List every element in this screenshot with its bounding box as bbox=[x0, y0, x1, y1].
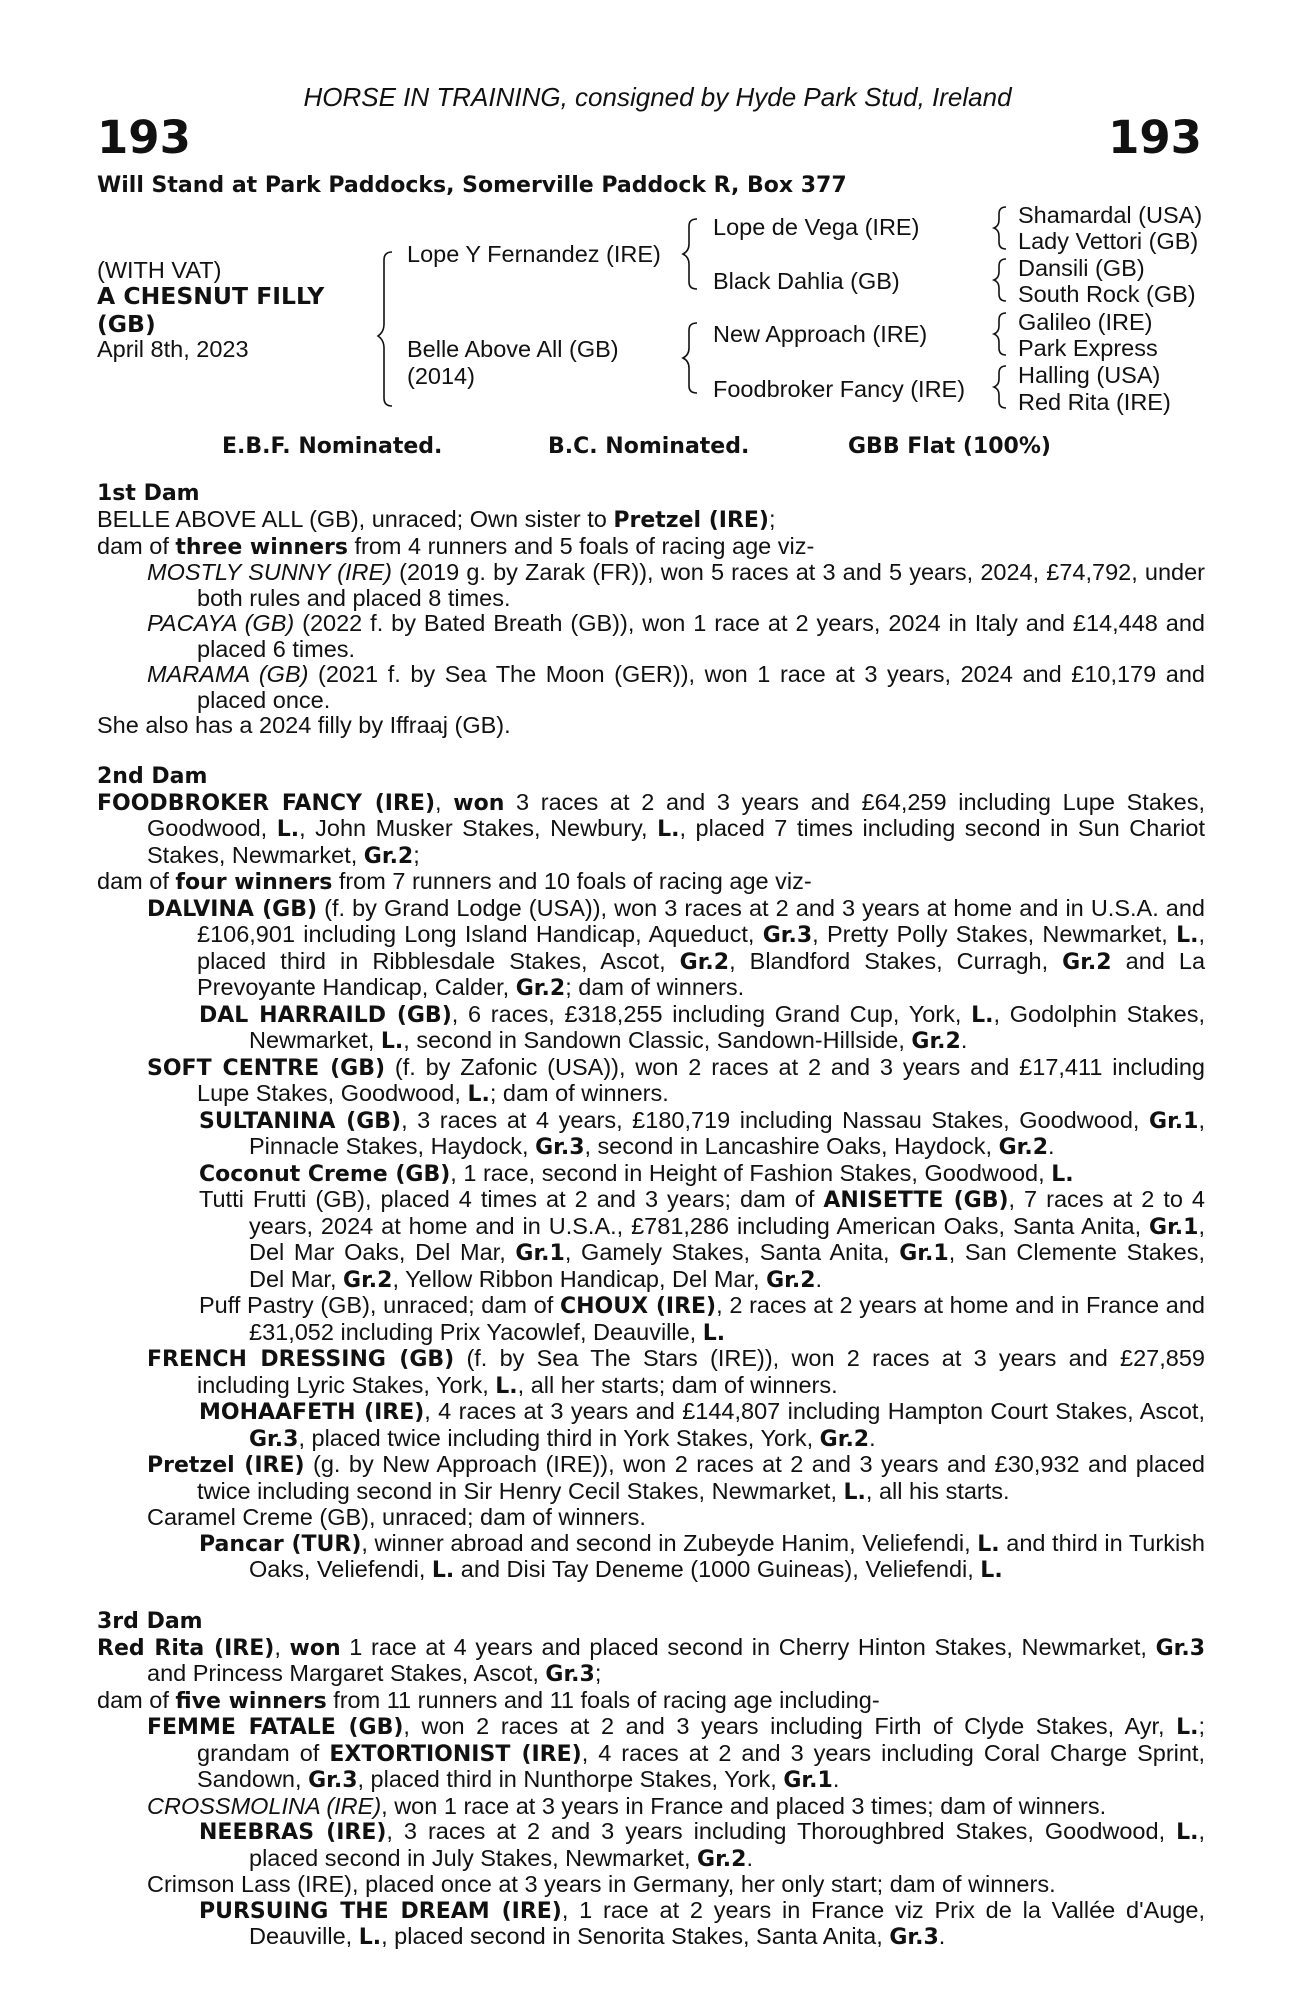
dam-year: (2014) bbox=[407, 363, 475, 389]
lot-number-left: 193 bbox=[97, 111, 191, 164]
ggp-7: Halling (USA) bbox=[1018, 362, 1161, 388]
catalogue-body bbox=[97, 481, 1205, 1951]
produce-entry: DALVINA (GB) (f. by Grand Lodge (USA)), won 3 races at 2 and 3 years at home and in U.S.A. and £106,901 including Long Island Handicap, Aqueduct, Gr.3, Pretty Polly Stakes, Newmarket, L., placed third in Ribblesdale Stakes, Ascot, Gr.2, Blandford Stakes, Curragh, Gr.2 and La Prevoyante Handicap, Calder, Gr.2; dam of winners. bbox=[147, 894, 1206, 1001]
bc-nomination: B.C. Nominated. bbox=[548, 434, 750, 459]
first-dam-produce-summary: dam of three winners from 4 runners and 5 foals of racing age viz- bbox=[97, 532, 815, 560]
sire-sire: Lope de Vega (IRE) bbox=[713, 214, 920, 240]
horse-origin: (GB) bbox=[97, 310, 156, 338]
produce-entry: PURSUING THE DREAM (IRE), 1 race at 2 years in France viz Prix de la Vallée d'Auge, Deauville, L., placed second in Senorita Stakes, Santa Anita, Gr.3. bbox=[199, 1896, 1205, 1950]
second-dam-heading: 2nd Dam bbox=[97, 763, 208, 789]
produce-entry: Caramel Creme (GB), unraced; dam of winners. bbox=[147, 1504, 646, 1530]
third-dam-produce-summary: dam of five winners from 11 runners and 11 foals of racing age including- bbox=[97, 1686, 880, 1714]
produce-entry: Tutti Frutti (GB), placed 4 times at 2 and 3 years; dam of ANISETTE (GB), 7 races at 2 to 4 years, 2024 at home and in U.S.A., £781,286 including American Oaks, Santa Anita, Gr.1, Del Mar Oaks, Del Mar, Gr.1, Gamely Stakes, Santa Anita, Gr.1, San Clemente Stakes, Del Mar, Gr.2, Yellow Ribbon Handicap, Del Mar, Gr.2. bbox=[199, 1186, 1205, 1293]
ggp-5: Galileo (IRE) bbox=[1018, 309, 1153, 335]
produce-entry: NEEBRAS (IRE), 3 races at 2 and 3 years including Thoroughbred Stakes, Goodwood, L., placed second in July Stakes, Newmarket, Gr.2. bbox=[199, 1818, 1205, 1872]
vat-note: (WITH VAT) bbox=[97, 257, 222, 283]
produce-entry: Puff Pastry (GB), unraced; dam of CHOUX (IRE), 2 races at 2 years at home and in France and £31,052 including Prix Yacowlef, Deauville, L. bbox=[199, 1292, 1206, 1346]
produce-entry: CROSSMOLINA (IRE), won 1 race at 3 years in France and placed 3 times; dam of winners. bbox=[147, 1792, 1107, 1819]
first-dam-line: BELLE ABOVE ALL (GB), unraced; Own sister to Pretzel (IRE); bbox=[97, 506, 776, 533]
produce-entry: Coconut Creme (GB), 1 race, second in Height of Fashion Stakes, Goodwood, L. bbox=[199, 1159, 1074, 1187]
horse-name: Pretzel (IRE) bbox=[613, 508, 769, 533]
produce-entry: Crimson Lass (IRE), placed once at 3 years in Germany, her only start; dam of winners. bbox=[147, 1871, 1056, 1897]
horse-name: PACAYA (GB) bbox=[147, 610, 295, 636]
dam: Belle Above All (GB) bbox=[407, 336, 619, 362]
produce-entry: Pancar (TUR), winner abroad and second in Zubeyde Hanim, Veliefendi, L. and third in Turkish Oaks, Veliefendi, L. and Disi Tay Deneme (1000 Guineas), Veliefendi, L. bbox=[199, 1529, 1205, 1583]
horse-description: A CHESNUT FILLY bbox=[97, 282, 325, 310]
consignment-line: HORSE IN TRAINING, consigned by Hyde Park Stud, Ireland bbox=[303, 82, 1012, 112]
gbb-eligibility: GBB Flat (100%) bbox=[848, 434, 1051, 459]
produce-entry: PACAYA (GB) (2022 f. by Bated Breath (GB)), won 1 race at 2 years, 2024 in Italy and £14,448 and placed 6 times. bbox=[147, 610, 1205, 662]
foaling-date: April 8th, 2023 bbox=[97, 336, 249, 362]
ggp-4: South Rock (GB) bbox=[1018, 281, 1196, 307]
produce-entry: SULTANINA (GB), 3 races at 4 years, £180,719 including Nassau Stakes, Goodwood, Gr.1, Pinnacle Stakes, Haydock, Gr.3, second in Lancashire Oaks, Haydock, Gr.2. bbox=[199, 1106, 1205, 1160]
third-dam-heading: 3rd Dam bbox=[97, 1608, 203, 1634]
lot-number-right: 193 bbox=[1108, 111, 1202, 164]
sire: Lope Y Fernandez (IRE) bbox=[407, 241, 661, 267]
produce-entry: MOSTLY SUNNY (IRE) (2019 g. by Zarak (FR)), won 5 races at 3 and 5 years, 2024, £74,792, under both rules and placed 8 times. bbox=[147, 559, 1205, 611]
produce-entry: DAL HARRAILD (GB), 6 races, £318,255 including Grand Cup, York, L., Godolphin Stakes, Newmarket, L., second in Sandown Classic, Sandown-Hillside, Gr.2. bbox=[199, 1000, 1205, 1054]
produce-entry: Pretzel (IRE) (g. by New Approach (IRE)), won 2 races at 2 and 3 years and £30,932 and placed twice including second in Sir Henry Cecil Stakes, Newmarket, L., all his starts. bbox=[147, 1451, 1205, 1505]
sire-dam: Black Dahlia (GB) bbox=[713, 268, 900, 294]
ggp-6: Park Express bbox=[1018, 335, 1158, 361]
produce-note: She also has a 2024 filly by Iffraaj (GB). bbox=[97, 712, 511, 738]
ggp-2: Lady Vettori (GB) bbox=[1018, 228, 1199, 254]
third-dam-record: Red Rita (IRE), won 1 race at 4 years and placed second in Cherry Hinton Stakes, Newmarket, Gr.3 and Princess Margaret Stakes, Ascot, Gr.3; bbox=[97, 1633, 1205, 1687]
produce-entry: FEMME FATALE (GB), won 2 races at 2 and 3 years including Firth of Clyde Stakes, Ayr, L.; grandam of EXTORTIONIST (IRE), 4 races at 2 and 3 years including Coral Charge Sprint, Sandown, Gr.3, placed third in Nunthorpe Stakes, York, Gr.1. bbox=[147, 1713, 1205, 1793]
dam-dam: Foodbroker Fancy (IRE) bbox=[713, 376, 966, 402]
ggp-1: Shamardal (USA) bbox=[1018, 202, 1203, 228]
stand-location: Will Stand at Park Paddocks, Somerville Paddock R, Box 377 bbox=[97, 173, 847, 198]
first-dam-heading: 1st Dam bbox=[97, 481, 200, 506]
ggp-3: Dansili (GB) bbox=[1018, 255, 1145, 281]
produce-entry: MOHAAFETH (IRE), 4 races at 3 years and £144,807 including Hampton Court Stakes, Ascot, Gr.3, placed twice including third in York Stakes, York, Gr.2. bbox=[199, 1398, 1205, 1452]
second-dam-produce-summary: dam of four winners from 7 runners and 10 foals of racing age viz- bbox=[97, 868, 812, 895]
ebf-nomination: E.B.F. Nominated. bbox=[222, 434, 443, 459]
horse-name: MARAMA (GB) bbox=[147, 661, 309, 687]
produce-entry: FRENCH DRESSING (GB) (f. by Sea The Stars (IRE)), won 2 races at 3 years and £27,859 including Lyric Stakes, York, L., all her starts; dam of winners. bbox=[147, 1345, 1205, 1399]
second-dam-record: FOODBROKER FANCY (IRE), won 3 races at 2 and 3 years and £64,259 including Lupe Stakes, Goodwood, L., John Musker Stakes, Newbury, L., placed 7 times including second in Sun Chariot Stakes, Newmarket, Gr.2; bbox=[97, 788, 1205, 869]
produce-entry: MARAMA (GB) (2021 f. by Sea The Moon (GER)), won 1 race at 3 years, 2024 and £10,179 and placed once. bbox=[147, 661, 1205, 713]
ggp-8: Red Rita (IRE) bbox=[1018, 389, 1171, 415]
produce-entry: SOFT CENTRE (GB) (f. by Zafonic (USA)), won 2 races at 2 and 3 years and £17,411 including Lupe Stakes, Goodwood, L.; dam of winners. bbox=[147, 1053, 1205, 1107]
horse-name: MOSTLY SUNNY (IRE) bbox=[147, 559, 392, 585]
dam-sire: New Approach (IRE) bbox=[713, 321, 928, 347]
nominations bbox=[0, 432, 1315, 462]
